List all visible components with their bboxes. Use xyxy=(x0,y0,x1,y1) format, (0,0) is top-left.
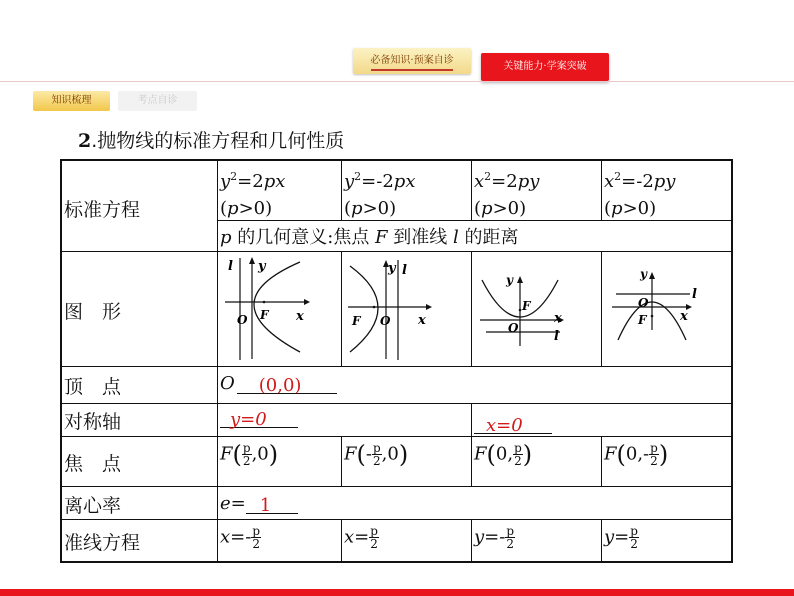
table-rule xyxy=(62,436,731,437)
row-label-axis: 对称轴 xyxy=(64,411,122,433)
table-rule xyxy=(217,161,218,561)
eq-cond-close: >0) xyxy=(238,198,273,219)
label-l: l xyxy=(692,287,697,302)
axis-blank xyxy=(474,415,552,434)
eq-var: x xyxy=(474,171,485,192)
eq-cond-open: ( xyxy=(344,198,352,219)
focus-tail: ,0 xyxy=(251,443,269,465)
fraction xyxy=(369,525,379,550)
table-rule xyxy=(601,519,602,561)
focus-head: 0,- xyxy=(625,443,650,465)
table-rule xyxy=(341,519,342,561)
parabola-curve xyxy=(350,266,378,352)
meaning-text-1: 的几何意义:焦点 xyxy=(231,227,376,248)
label-F: F xyxy=(638,313,647,327)
eq-rhs: =-2 xyxy=(621,171,654,192)
frac-den: 2 xyxy=(650,454,658,468)
tab-required-knowledge-label: 必备知识·预案自诊 xyxy=(370,55,454,66)
label-l: l xyxy=(228,259,233,274)
subtab-knowledge-review-label: 知识梳理 xyxy=(51,95,92,106)
eq-rhs: =2 xyxy=(237,171,264,192)
axis-answer: y=0 xyxy=(230,409,267,430)
frac-den: 2 xyxy=(630,537,638,551)
frac-den: 2 xyxy=(372,454,381,468)
paren-open: ( xyxy=(486,440,496,469)
eq-cond-close: >0) xyxy=(492,198,527,219)
label-l: l xyxy=(554,329,559,344)
label-y: y xyxy=(258,259,266,274)
table-rule xyxy=(62,519,731,520)
frac-num: p xyxy=(252,524,261,538)
eq-tail: px xyxy=(263,171,286,192)
directrix-cell-2 xyxy=(344,525,379,550)
meaning-l: l xyxy=(453,227,459,248)
fraction xyxy=(251,525,261,550)
equation-cell-1 xyxy=(220,163,285,222)
equation-cell-4 xyxy=(604,163,675,222)
label-O: O xyxy=(380,314,391,328)
frac-num: p xyxy=(650,441,658,455)
focus-tail: ,0 xyxy=(381,443,399,465)
focus-cell-4 xyxy=(604,442,668,467)
focus-sign: - xyxy=(365,443,372,465)
meaning-text-3: 的距离 xyxy=(458,227,519,248)
paren-open: ( xyxy=(616,440,626,469)
tab-required-knowledge[interactable] xyxy=(353,48,471,74)
subtab-knowledge-review[interactable] xyxy=(33,91,110,111)
eq-exp: 2 xyxy=(354,170,362,183)
paren-close: ) xyxy=(398,440,409,469)
paren-close: ) xyxy=(268,440,279,469)
directrix-cell-3 xyxy=(474,525,515,550)
active-tab-underline xyxy=(371,69,453,71)
arrow-head xyxy=(649,272,655,279)
paren-close: ) xyxy=(658,440,669,469)
eq-var: y xyxy=(220,171,231,192)
frac-den: 2 xyxy=(370,537,378,551)
table-rule xyxy=(62,366,731,367)
table-rule xyxy=(62,251,731,252)
frac-num: p xyxy=(372,441,381,455)
frac-num: p xyxy=(242,441,251,455)
row-label-directrix: 准线方程 xyxy=(64,532,141,554)
label-O: O xyxy=(237,313,248,327)
focus-point xyxy=(373,306,376,309)
row-label-focus: 焦 点 xyxy=(64,453,122,475)
section-dot: . xyxy=(91,130,98,152)
table-rule xyxy=(471,251,472,366)
eq-cond-close: >0) xyxy=(362,198,397,219)
directrix-sign: =- xyxy=(484,526,506,548)
directrix-cell-4 xyxy=(604,525,639,550)
section-number: 2 xyxy=(78,130,92,152)
eq-var: x xyxy=(604,171,615,192)
row-label-equation: 标准方程 xyxy=(64,199,141,221)
p-meaning xyxy=(220,223,519,249)
table-rule xyxy=(601,251,602,366)
section-title xyxy=(78,126,344,153)
eq-rhs: =-2 xyxy=(361,171,394,192)
eccentricity-blank xyxy=(246,495,298,514)
frac-num: p xyxy=(630,524,638,538)
row-label-vertex: 顶 点 xyxy=(64,376,122,398)
fraction xyxy=(513,442,523,467)
table-rule xyxy=(341,161,342,220)
eq-tail: px xyxy=(393,171,416,192)
directrix-sign: = xyxy=(354,526,370,548)
parabola-properties-table xyxy=(60,159,733,563)
meaning-F: F xyxy=(375,227,388,248)
label-O: O xyxy=(638,296,649,310)
fraction xyxy=(649,442,659,467)
table-rule xyxy=(341,251,342,366)
eq-cond-open: ( xyxy=(220,198,228,219)
fraction xyxy=(629,525,639,550)
frac-num: p xyxy=(514,441,522,455)
table-rule xyxy=(471,403,472,486)
eq-cond-p: p xyxy=(611,198,623,219)
label-y: y xyxy=(640,267,647,281)
parabola-curve xyxy=(254,262,300,352)
graph-left-opening xyxy=(344,254,468,364)
vertex-answer: (0,0) xyxy=(258,375,302,396)
directrix-var: y xyxy=(604,526,615,548)
frac-den: 2 xyxy=(252,537,260,551)
directrix-sign: =- xyxy=(230,526,252,548)
section-title-text: 抛物线的标准方程和几何性质 xyxy=(97,130,345,152)
directrix-var: y xyxy=(474,526,485,548)
arrow-head xyxy=(249,257,255,264)
label-l: l xyxy=(402,263,407,278)
fraction xyxy=(242,442,252,467)
label-F: F xyxy=(352,314,361,328)
eccentricity-answer: 1 xyxy=(259,495,272,516)
label-y: y xyxy=(506,273,513,287)
focus-point xyxy=(519,309,522,312)
tab-key-ability-label: 关键能力·学案突破 xyxy=(503,61,587,72)
table-rule xyxy=(341,436,342,486)
focus-F: F xyxy=(604,443,617,465)
eq-rhs: =2 xyxy=(491,171,518,192)
directrix-sign: = xyxy=(614,526,630,548)
eq-cond-p: p xyxy=(481,198,493,219)
eq-tail: py xyxy=(517,171,540,192)
focus-point xyxy=(651,315,654,318)
eccentricity-prefix: e= xyxy=(220,493,246,514)
arrow-head xyxy=(426,304,432,310)
row-label-eccentricity: 离心率 xyxy=(64,495,122,517)
frac-den: 2 xyxy=(506,537,514,551)
label-x: x xyxy=(554,311,562,326)
subtab-self-diagnosis-label: 考点自诊 xyxy=(137,95,178,106)
focus-F: F xyxy=(220,443,233,465)
label-x: x xyxy=(296,309,304,324)
label-O: O xyxy=(508,321,519,335)
axis-cell-2 xyxy=(474,413,552,434)
table-rule xyxy=(62,403,731,404)
fraction xyxy=(505,525,515,550)
axis-blank xyxy=(220,409,298,428)
header-divider xyxy=(0,81,794,82)
directrix-var: x xyxy=(344,526,355,548)
eq-cond-p: p xyxy=(351,198,363,219)
fraction xyxy=(372,442,382,467)
label-F: F xyxy=(522,299,531,313)
focus-F: F xyxy=(474,443,487,465)
table-rule xyxy=(62,486,731,487)
paren-open: ( xyxy=(356,440,366,469)
eq-exp: 2 xyxy=(614,170,622,183)
eq-var: y xyxy=(344,171,355,192)
meaning-p: p xyxy=(220,227,232,248)
axis-answer: x=0 xyxy=(486,415,523,436)
eq-tail: py xyxy=(653,171,676,192)
directrix-var: x xyxy=(220,526,231,548)
graph-down-opening xyxy=(604,254,728,364)
arrow-head xyxy=(304,299,310,305)
row-label-graph: 图 形 xyxy=(64,301,122,323)
frac-num: p xyxy=(506,524,515,538)
focus-head: 0, xyxy=(495,443,514,465)
focus-cell-1 xyxy=(220,442,278,467)
focus-point xyxy=(263,301,266,304)
focus-F: F xyxy=(344,443,357,465)
axis-cell-1 xyxy=(220,407,298,428)
eq-exp: 2 xyxy=(484,170,492,183)
paren-close: ) xyxy=(522,440,533,469)
table-rule xyxy=(601,436,602,486)
eq-cond-open: ( xyxy=(474,198,482,219)
vertex-blank xyxy=(237,375,337,394)
subtab-self-diagnosis[interactable] xyxy=(118,91,197,111)
label-x: x xyxy=(680,309,688,324)
eq-cond-open: ( xyxy=(604,198,612,219)
table-rule xyxy=(471,161,472,220)
tab-key-ability[interactable] xyxy=(481,53,609,81)
arrow-head xyxy=(517,276,523,283)
frac-num: p xyxy=(370,524,378,538)
frac-den: 2 xyxy=(242,454,251,468)
table-rule xyxy=(601,161,602,220)
equation-cell-2 xyxy=(344,163,415,222)
vertex-cell xyxy=(220,373,337,394)
focus-cell-2 xyxy=(344,442,408,467)
focus-cell-3 xyxy=(474,442,532,467)
eq-cond-p: p xyxy=(227,198,239,219)
directrix-cell-1 xyxy=(220,525,261,550)
eq-exp: 2 xyxy=(230,170,238,183)
bottom-accent-bar xyxy=(0,589,794,596)
vertex-O: O xyxy=(220,373,235,394)
equation-cell-3 xyxy=(474,163,539,222)
eq-cond-close: >0) xyxy=(622,198,657,219)
eccentricity-cell xyxy=(220,493,298,514)
table-rule xyxy=(471,519,472,561)
label-F: F xyxy=(260,308,269,322)
label-y: y xyxy=(388,261,396,276)
graph-up-opening xyxy=(474,254,598,364)
graph-right-opening xyxy=(220,254,338,364)
meaning-text-2: 到准线 xyxy=(387,227,453,248)
frac-den: 2 xyxy=(514,454,522,468)
label-x: x xyxy=(418,313,426,328)
paren-open: ( xyxy=(232,440,242,469)
